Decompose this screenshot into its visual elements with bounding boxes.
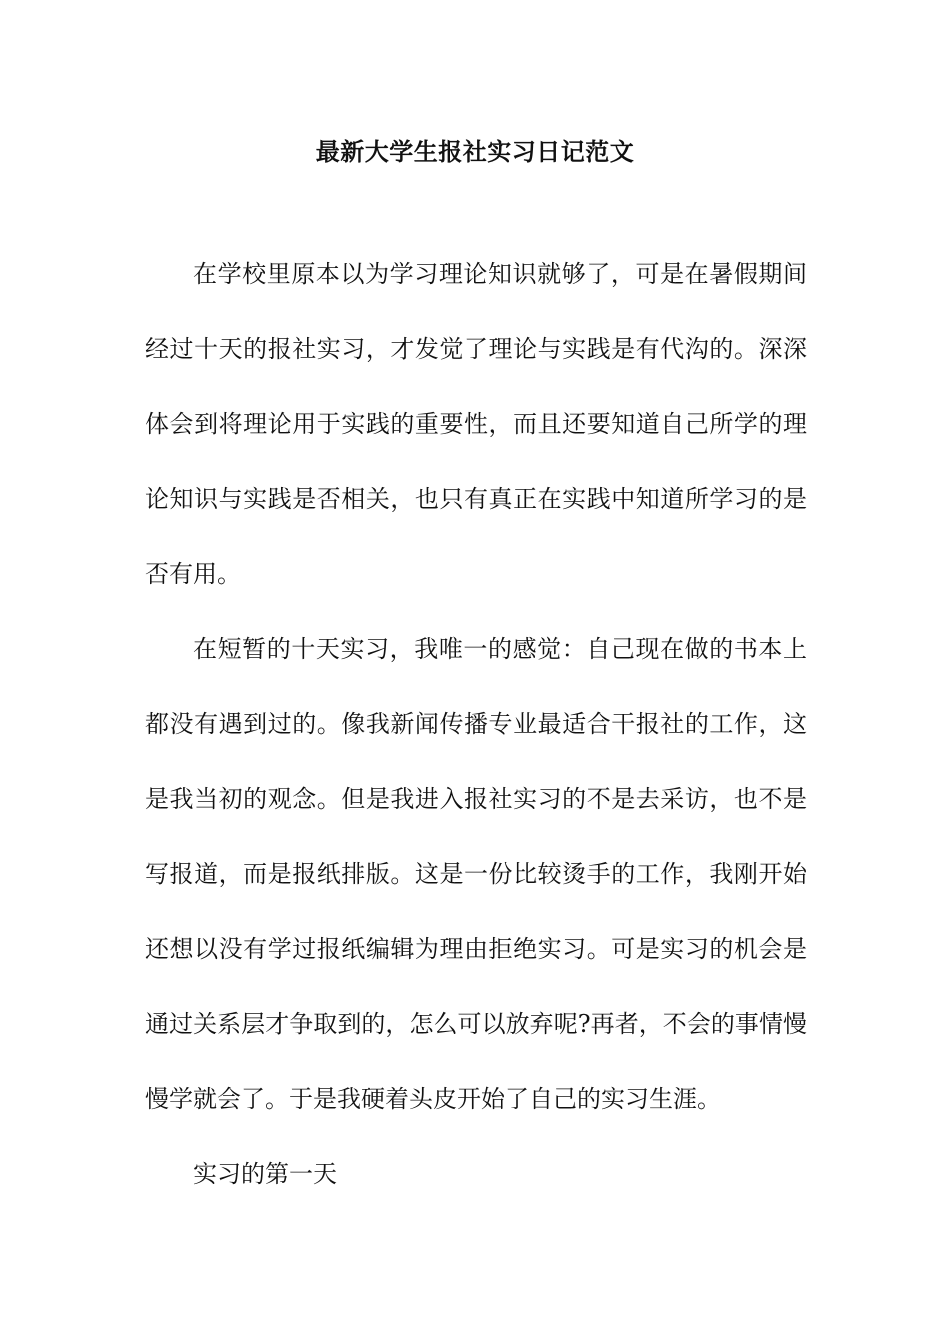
paragraph-2: 在短暂的十天实习，我唯一的感觉：自己现在做的书本上都没有遇到过的。像我新闻传播专业最适合干报社的工作，这是我当初的观念。但是我进入报社实习的不是去采访，也不是写报道，而是报纸排版。这是一份比较烫手的工作，我刚开始还想以没有学过报纸编辑为理由拒绝实习。可是实习的机会是通过关系层才争取到的，怎么可以放弃呢?再者，不会的事情慢慢学就会了。于是我硬着头皮开始了自己的实习生涯。 [145,635,807,1113]
paragraph-1: 在学校里原本以为学习理论知识就够了，可是在暑假期间经过十天的报社实习，才发觉了理论与实践是有代沟的。深深体会到将理论用于实践的重要性，而且还要知道自己所学的理论知识与实践是否相关，也只有真正在实践中知道所学习的是否有用。 [145,260,807,588]
document-title: 最新大学生报社实习日记范文 [315,137,635,166]
section-heading-first-day: 实习的第一天 [193,1160,337,1188]
